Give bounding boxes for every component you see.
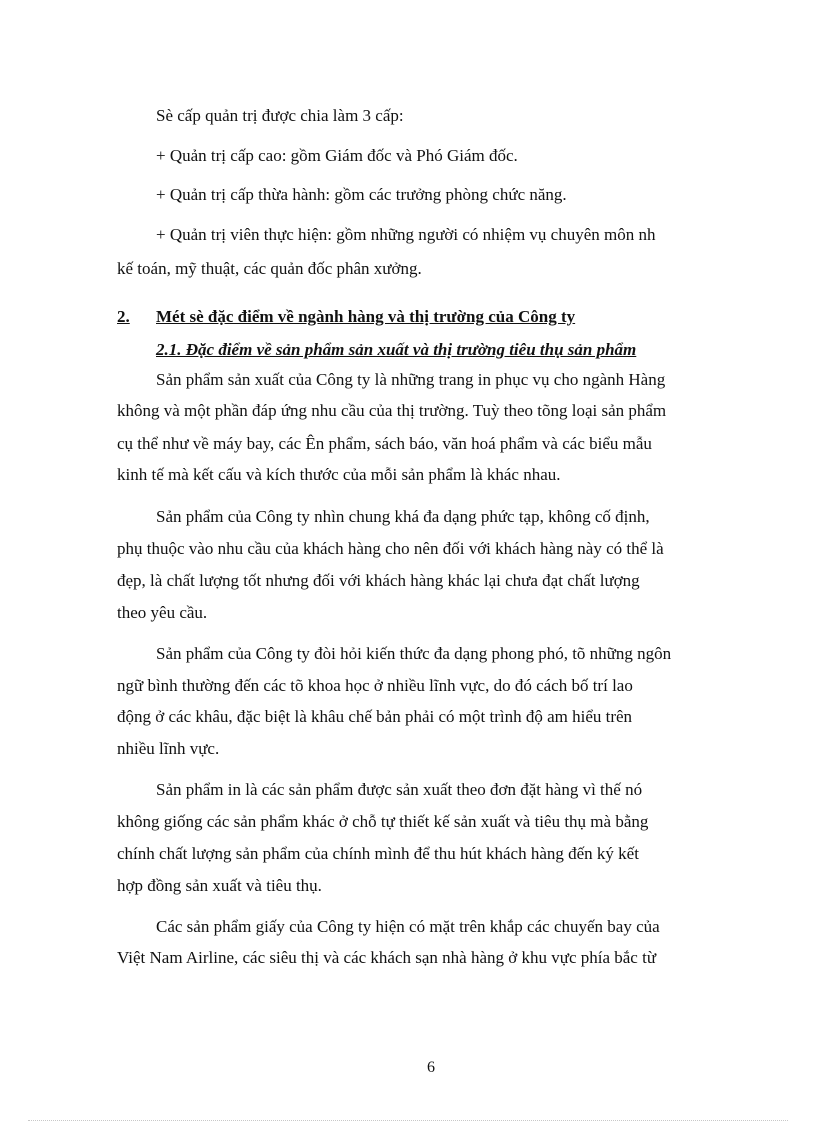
paragraph-line: ngữ bình thường đến các tõ khoa học ở nhiều lĩnh vực, do đó cách bố trí lao	[117, 676, 633, 695]
paragraph-line: cụ thể như về máy bay, các Ên phẩm, sách báo, văn hoá phẩm và các biểu mẫu	[117, 434, 652, 453]
paragraph-line: hợp đồng sản xuất và tiêu thụ.	[117, 876, 322, 895]
paragraph-line: đẹp, là chất lượng tốt nhưng đối với khách hàng khác lại chưa đạt chất lượng	[117, 571, 640, 590]
paragraph-line: phụ thuộc vào nhu cầu của khách hàng cho nên đối với khách hàng này có thể là	[117, 539, 664, 558]
paragraph-line: Sản phẩm của Công ty nhìn chung khá đa dạng phức tạp, không cố định,	[156, 507, 650, 526]
paragraph-line: Sản phẩm in là các sản phẩm được sản xuất theo đơn đặt hàng vì thế nó	[156, 780, 643, 799]
paragraph-line: theo yêu cầu.	[117, 603, 208, 622]
text-line: + Quản trị viên thực hiện: gồm những người có nhiệm vụ chuyên môn nh	[156, 225, 656, 244]
paragraph-line: Sản phẩm sản xuất của Công ty là những trang in phục vụ cho ngành Hàng	[156, 370, 666, 389]
footer-divider	[28, 1120, 788, 1121]
text-line: Sè cấp quản trị được chia làm 3 cấp:	[156, 106, 404, 125]
text-line: kế toán, mỹ thuật, các quản đốc phân xưởng.	[117, 259, 422, 278]
paragraph-line: không giống các sản phẩm khác ở chỗ tự thiết kế sản xuất và tiêu thụ mà bằng	[117, 812, 649, 831]
paragraph-line: Việt Nam Airline, các siêu thị và các khách sạn nhà hàng ở khu vực phía bắc từ	[117, 948, 657, 967]
paragraph-line: Sản phẩm của Công ty đòi hỏi kiến thức đa dạng phong phó, tõ những ngôn	[156, 644, 672, 663]
section-number: 2.	[117, 307, 130, 326]
paragraph-line: không và một phần đáp ứng nhu cầu của thị trường. Tuỳ theo tõng loại sản phẩm	[117, 401, 667, 420]
paragraph-line: động ở các khâu, đặc biệt là khâu chế bản phải có một trình độ am hiểu trên	[117, 707, 633, 726]
page-number: 6	[427, 1059, 435, 1076]
paragraph-line: nhiều lĩnh vực.	[117, 739, 220, 758]
section-title: Mét sè đặc điểm về ngành hàng và thị trường của Công ty	[156, 307, 576, 326]
text-line: + Quản trị cấp cao: gồm Giám đốc và Phó Giám đốc.	[156, 146, 518, 165]
paragraph-line: Các sản phẩm giấy của Công ty hiện có mặt trên khắp các chuyến bay của	[156, 917, 660, 936]
paragraph-line: kinh tế mà kết cấu và kích thước của mỗi sản phẩm là khác nhau.	[117, 465, 561, 484]
paragraph-line: chính chất lượng sản phẩm của chính mình để thu hút khách hàng đến ký kết	[117, 844, 639, 863]
subsection-title: 2.1. Đặc điểm về sản phẩm sản xuất và thị trường tiêu thụ sản phẩm	[156, 340, 637, 359]
text-line: + Quản trị cấp thừa hành: gồm các trưởng phòng chức năng.	[156, 185, 567, 204]
